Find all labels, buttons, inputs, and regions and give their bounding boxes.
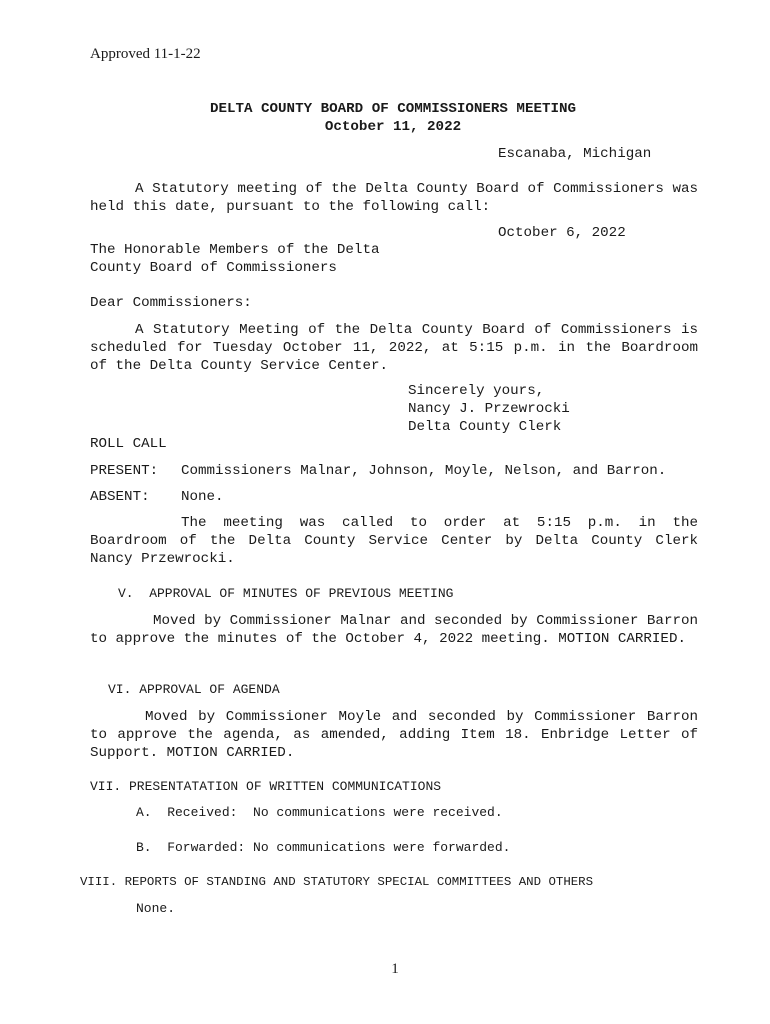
signature-title: Delta County Clerk xyxy=(408,419,562,435)
section-vii-b: B. Forwarded: No communications were forwarded. xyxy=(136,840,511,855)
roll-call-heading: ROLL CALL xyxy=(90,436,167,452)
section-v-body: Moved by Commissioner Malnar and seconded by Commissioner Barron to approve the minutes of the October 4, 2022 meeting. MOTION CARRIED. xyxy=(90,613,698,647)
section-v-heading: V. APPROVAL OF MINUTES OF PREVIOUS MEETING xyxy=(118,586,454,601)
salutation: Dear Commissioners: xyxy=(90,295,252,311)
meeting-date: October 11, 2022 xyxy=(324,119,462,135)
section-viii-heading: VIII. REPORTS OF STANDING AND STATUTORY SPECIAL COMMITTEES AND OTHERS xyxy=(80,875,594,889)
call-date: October 6, 2022 xyxy=(498,225,626,241)
present-label: PRESENT: xyxy=(90,463,159,479)
intro-paragraph: A Statutory meeting of the Delta County Board of Commissioners was held this date, pursuant to the following call: xyxy=(90,181,698,215)
approval-note: Approved 11-1-22 xyxy=(90,46,201,62)
signature-closing: Sincerely yours, xyxy=(408,383,545,399)
document-title: DELTA COUNTY BOARD OF COMMISSIONERS MEETING xyxy=(209,101,577,117)
signature-name: Nancy J. Przewrocki xyxy=(408,401,570,417)
absent-value: None. xyxy=(181,489,224,505)
addressee-line-2: County Board of Commissioners xyxy=(90,260,337,276)
addressee-line-1: The Honorable Members of the Delta xyxy=(90,242,380,258)
page-number: 1 xyxy=(391,961,399,977)
called-to-order-paragraph: The meeting was called to order at 5:15 p.m. in the Boardroom of the Delta County Service Center by Delta County Clerk Nancy Przewrocki. xyxy=(90,515,698,567)
meeting-location: Escanaba, Michigan xyxy=(498,146,652,162)
section-vii-heading: VII. PRESENTATATION OF WRITTEN COMMUNICATIONS xyxy=(90,779,442,794)
present-value: Commissioners Malnar, Johnson, Moyle, Nelson, and Barron. xyxy=(181,463,667,479)
section-vii-a: A. Received: No communications were received. xyxy=(136,805,503,820)
section-vi-body: Moved by Commissioner Moyle and seconded by Commissioner Barron to approve the agenda, as amended, adding Item 18. Enbridge Letter of Support. MOTION CARRIED. xyxy=(90,709,698,761)
section-vi-heading: VI. APPROVAL OF AGENDA xyxy=(108,682,280,697)
call-body: A Statutory Meeting of the Delta County Board of Commissioners is scheduled for Tuesday October 11, 2022, at 5:15 p.m. in the Boardroom of the Delta County Service Center. xyxy=(90,322,698,374)
absent-label: ABSENT: xyxy=(90,489,150,505)
section-viii-body: None. xyxy=(136,901,176,916)
